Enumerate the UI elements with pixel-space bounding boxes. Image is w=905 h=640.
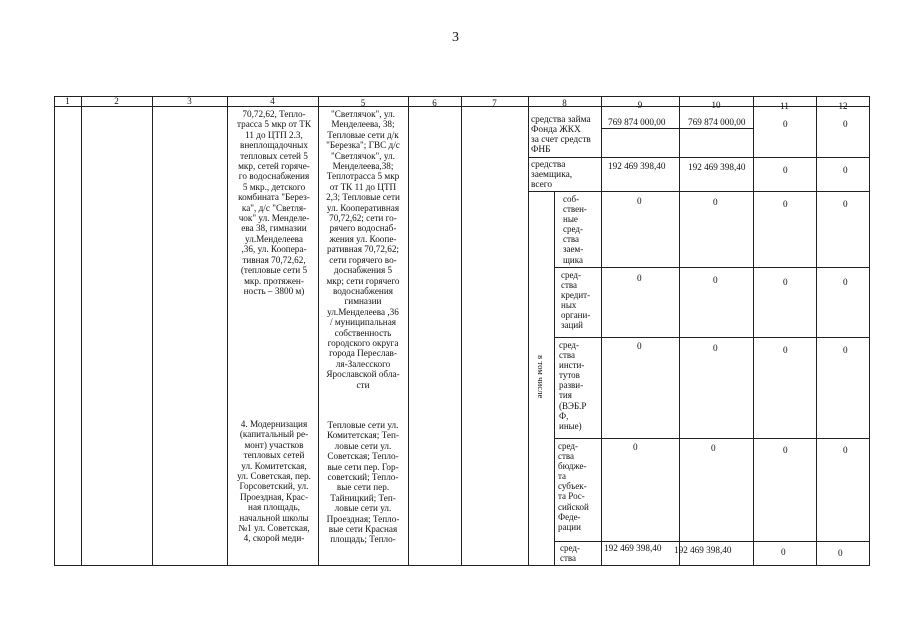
value-underline — [679, 128, 753, 129]
value-cell: 0 — [637, 341, 642, 351]
col5-objects-2: Тепловые сети ул. Комитетская; Теп- ловые сети ул. Советская; Тепло- вые сети пер. Гор- советский; Тепло- вые сети пер. Тайницкий; Теп- ловые сети ул. Проездная; Тепло- вые сети Красная площадь; Тепло- — [326, 420, 400, 545]
value-cell: 0 — [637, 273, 642, 283]
funding-source-regional-budget: сред- ства бюдже- та субъек- та Рос- сийской Феде- рации — [558, 441, 589, 532]
value-cell: 0 — [843, 199, 848, 209]
value-cell: 0 — [637, 196, 642, 206]
value-cell: 0 — [713, 197, 718, 207]
value-cell: 0 — [783, 165, 788, 175]
col-divider — [461, 96, 462, 566]
value-cell: 0 — [783, 199, 788, 209]
col-divider — [816, 96, 817, 566]
value-cell: 0 — [843, 445, 848, 455]
value-cell: 192 469 398,40 — [604, 543, 662, 553]
value-underline — [601, 128, 679, 129]
row-divider — [528, 157, 870, 158]
row-divider — [554, 337, 870, 338]
header-col-5: 5 — [360, 98, 366, 108]
col-divider — [528, 96, 529, 566]
funding-source-borrower-total: средства заемщика, всего — [531, 160, 573, 191]
page-number: 3 — [452, 30, 459, 45]
value-cell: 0 — [781, 547, 786, 557]
funding-source-credit: сред- ства кредит- ных органи- заций — [561, 270, 591, 331]
col-divider — [679, 96, 680, 566]
value-cell: 0 — [783, 445, 788, 455]
value-cell: 0 — [783, 119, 788, 129]
funding-source-own: соб- ствен- ные сред- ства заем- щика — [563, 194, 587, 265]
row-divider — [554, 438, 870, 439]
row-divider — [554, 267, 870, 268]
value-cell: 0 — [843, 345, 848, 355]
value-cell: 192 469 398,40 — [688, 162, 746, 172]
col-divider — [408, 96, 409, 566]
header-col-11: 11 — [780, 101, 789, 111]
funding-source-other: сред- ства — [560, 543, 580, 564]
table-frame — [54, 96, 870, 566]
funding-source-fnb: средства займа Фонда ЖКХ за счет средств ФНБ — [531, 115, 591, 156]
value-cell: 0 — [633, 442, 638, 452]
header-col-7: 7 — [492, 98, 497, 108]
value-cell: 0 — [838, 548, 843, 558]
row-divider — [554, 541, 870, 542]
col-divider — [601, 96, 602, 566]
header-col-2: 2 — [114, 96, 119, 106]
value-cell: 0 — [713, 343, 718, 353]
value-cell: 0 — [843, 119, 848, 129]
col5-objects-1: "Светлячок", ул. Менделеева, 38; Тепловые сети д/к "Березка"; ГВС д/с "Светлячок", ул. Менделеева,38; Теплотрасса 5 мкр от ТК 11 до ЦТП 2,3; Тепловые сети ул. Кооперативная 70,72,62; сети го- рячего водоснаб- жения ул. Коопе- ративная 70,72,62; сети горячего во- доснабжения 5 мкр; сети горячего водоснабжения гимназии ул.Менделеева ,36 / муниципальная собственность городского округа города Переслав- ля-Залесского Ярославской обла- сти — [326, 109, 400, 390]
col-divider — [753, 96, 754, 566]
value-cell: 769 874 000,00 — [688, 117, 746, 127]
value-cell: 0 — [783, 345, 788, 355]
col-divider — [81, 96, 82, 566]
header-col-3: 3 — [187, 96, 192, 106]
header-col-6: 6 — [432, 98, 437, 108]
value-cell: 0 — [783, 277, 788, 287]
col4-description-1: 70,72,62, Тепло- трасса 5 мкр от ТК 11 до ЦТП 2.3, внеплощадочных тепловых сетей 5 мкр, сетей горяче- го водоснабжения 5 мкр., детского комбината "Берез- ка", д/с "Светля- чок" ул. Менделе- ева 38, гимназии ул.Менделеева ,36, ул. Коопера- тивная 70,72,62, (тепловые сети 5 мкр. протяжен- ность – 3800 м) — [236, 109, 312, 296]
value-cell: 0 — [843, 277, 848, 287]
header-col-12: 12 — [838, 101, 848, 111]
value-cell: 769 874 000,00 — [608, 117, 666, 127]
value-cell: 192 469 398,40 — [608, 161, 666, 171]
value-cell: 192 469 398,40 — [674, 545, 732, 555]
value-cell: 0 — [711, 443, 716, 453]
header-col-10: 10 — [711, 100, 721, 110]
header-col-8: 8 — [562, 98, 567, 108]
in-that-number-label: в том числе — [536, 355, 546, 399]
value-cell: 0 — [713, 275, 718, 285]
value-cell: 0 — [843, 165, 848, 175]
col8-subdivider — [554, 191, 555, 566]
col-divider — [152, 96, 153, 566]
col-divider — [227, 96, 228, 566]
header-col-9: 9 — [637, 100, 643, 110]
col4-description-2: 4. Модернизация (капитальный ре- монт) участков тепловых сетей ул. Комитетская, ул. Советская, пер. Горсоветский, ул. Проездная, Крас- ная площадь, начальной школы №1 ул. Советская, 4, скорой меди- — [237, 419, 311, 544]
row-divider — [528, 191, 870, 192]
funding-source-development: сред- ства инсти- тутов разви- тия (ВЭБ.Р Ф, иные) — [559, 340, 587, 431]
header-col-4: 4 — [270, 96, 275, 106]
header-col-1: 1 — [65, 96, 70, 106]
